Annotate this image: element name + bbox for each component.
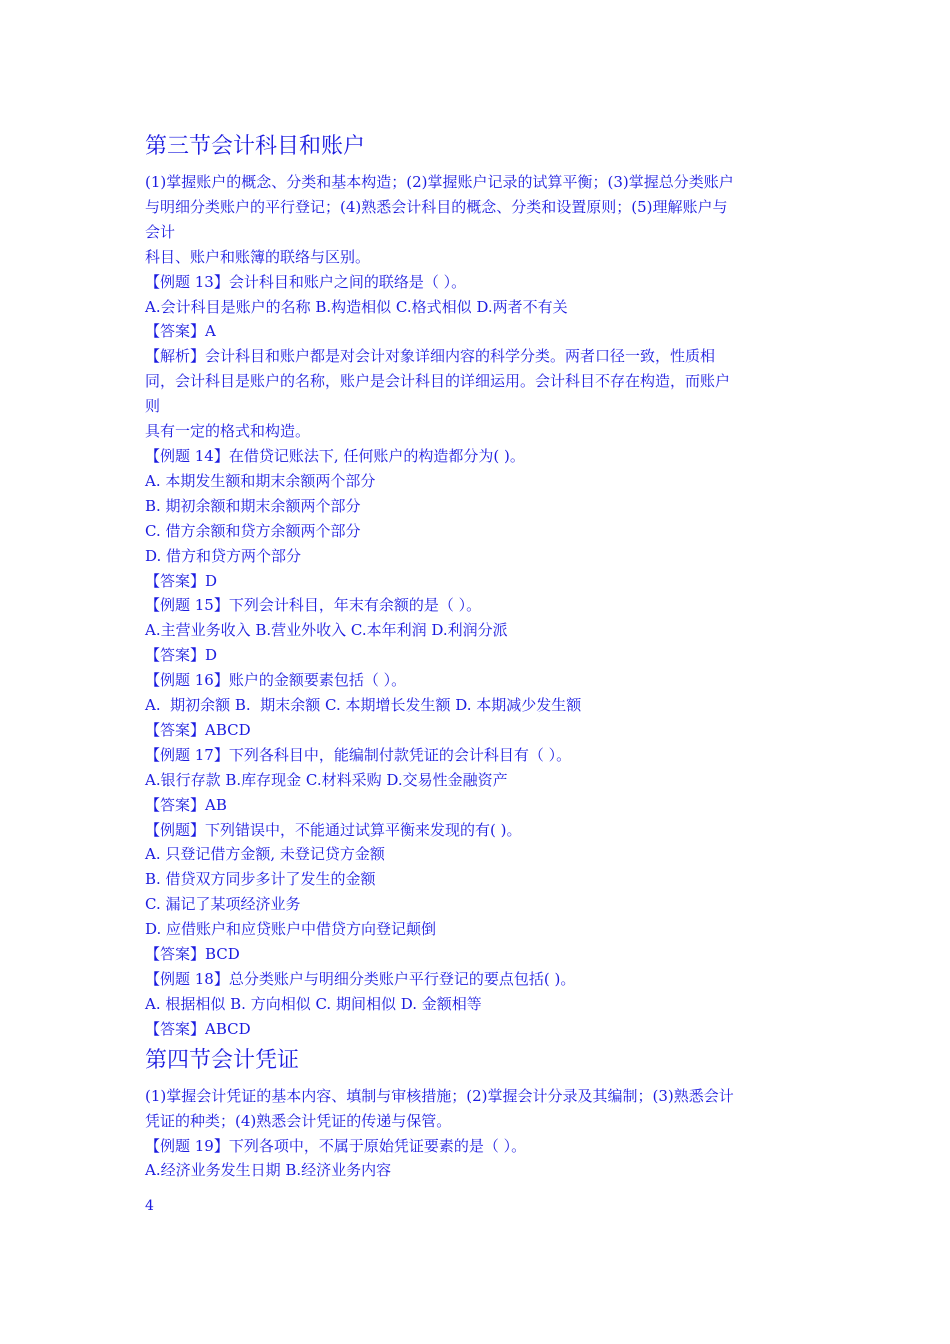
option-line: D. 借方和贷方两个部分 bbox=[145, 546, 302, 565]
question-line: 【例题 15】下列会计科目，年末有余额的是（ ）。 bbox=[145, 596, 482, 615]
option-line: A.银行存款 B.库存现金 C.材料采购 D.交易性金融资产 bbox=[145, 770, 508, 789]
section-heading: 第三节会计科目和账户 bbox=[145, 134, 366, 159]
analysis-line: 【解析】会计科目和账户都是对会计对象详细内容的科学分类。两者口径一致，性质相 bbox=[145, 347, 716, 366]
option-line: B. 期初余额和期末余额两个部分 bbox=[145, 496, 361, 515]
question-line: 【例题 18】总分类账户与明细分类账户平行登记的要点包括( )。 bbox=[145, 970, 576, 988]
question-line: 【例题 13】会计科目和账户之间的联络是（ ）。 bbox=[145, 272, 467, 291]
option-line: A.主营业务收入 B.营业外收入 C.本年利润 D.利润分派 bbox=[145, 621, 508, 640]
answer-line: 【答案】ABCD bbox=[145, 1019, 251, 1038]
text-line: 凭证的种类；(4)熟悉会计凭证的传递与保管。 bbox=[145, 1111, 452, 1130]
question-line: 【例题 14】在借贷记账法下, 任何账户的构造都分为( )。 bbox=[145, 446, 525, 465]
text-line: (1)掌握账户的概念、分类和基本构造；(2)掌握账户记录的试算平衡；(3)掌握总分类账户 bbox=[145, 173, 734, 191]
section-heading: 第四节会计凭证 bbox=[145, 1047, 300, 1073]
analysis-line: 则 bbox=[145, 397, 161, 416]
answer-line: 【答案】BCD bbox=[145, 945, 240, 964]
option-line: A. 根据相似 B. 方向相似 C. 期间相似 D. 金额相等 bbox=[145, 994, 482, 1013]
section-body bbox=[145, 170, 815, 1042]
option-line: A. 本期发生额和期末余额两个部分 bbox=[145, 471, 376, 490]
text-line: (1)掌握会计凭证的基本内容、填制与审核措施；(2)掌握会计分录及其编制；(3)熟悉会计 bbox=[145, 1086, 734, 1105]
option-line: B. 借贷双方同步多计了发生的金额 bbox=[145, 870, 376, 889]
question-line: 【例题】下列错误中，不能通过试算平衡来发现的有( )。 bbox=[145, 820, 522, 839]
option-line: A. 只登记借方金额, 未登记贷方金额 bbox=[145, 845, 385, 864]
option-line: A.经济业务发生日期 B.经济业务内容 bbox=[145, 1161, 392, 1180]
option-line: C. 借方余额和贷方余额两个部分 bbox=[145, 521, 361, 540]
analysis-line: 具有一定的格式和构造。 bbox=[145, 422, 311, 441]
option-line: A. 期初余额 B. 期末余额 C. 本期增长发生额 D. 本期减少发生额 bbox=[145, 696, 582, 715]
option-line: A.会计科目是账户的名称 B.构造相似 C.格式相似 D.两者不有关 bbox=[145, 297, 568, 316]
answer-line: 【答案】D bbox=[145, 646, 218, 665]
question-line: 【例题 17】下列各科目中，能编制付款凭证的会计科目有（ ）。 bbox=[145, 745, 572, 764]
analysis-line: 同，会计科目是账户的名称，账户是会计科目的详细运用。会计科目不存在构造，而账户 bbox=[145, 372, 731, 391]
option-line: C. 漏记了某项经济业务 bbox=[145, 895, 301, 914]
text-line: 会计 bbox=[145, 222, 176, 241]
option-line: D. 应借账户和应贷账户中借贷方向登记颠倒 bbox=[145, 920, 437, 939]
section-body bbox=[145, 1084, 815, 1184]
text-line: 科目、账户和账簿的联络与区别。 bbox=[145, 247, 371, 266]
answer-line: 【答案】A bbox=[145, 322, 216, 341]
answer-line: 【答案】ABCD bbox=[145, 720, 251, 739]
answer-line: 【答案】AB bbox=[145, 795, 227, 814]
text-line: 与明细分类账户的平行登记；(4)熟悉会计科目的概念、分类和设置原则；(5)理解账户与 bbox=[145, 197, 728, 216]
question-line: 【例题 19】下列各项中，不属于原始凭证要素的是（ ）。 bbox=[145, 1136, 527, 1155]
page-number: 4 bbox=[145, 1198, 154, 1214]
document-page bbox=[145, 130, 815, 1183]
question-line: 【例题 16】账户的金额要素包括（ ）。 bbox=[145, 671, 407, 690]
answer-line: 【答案】D bbox=[145, 571, 218, 590]
